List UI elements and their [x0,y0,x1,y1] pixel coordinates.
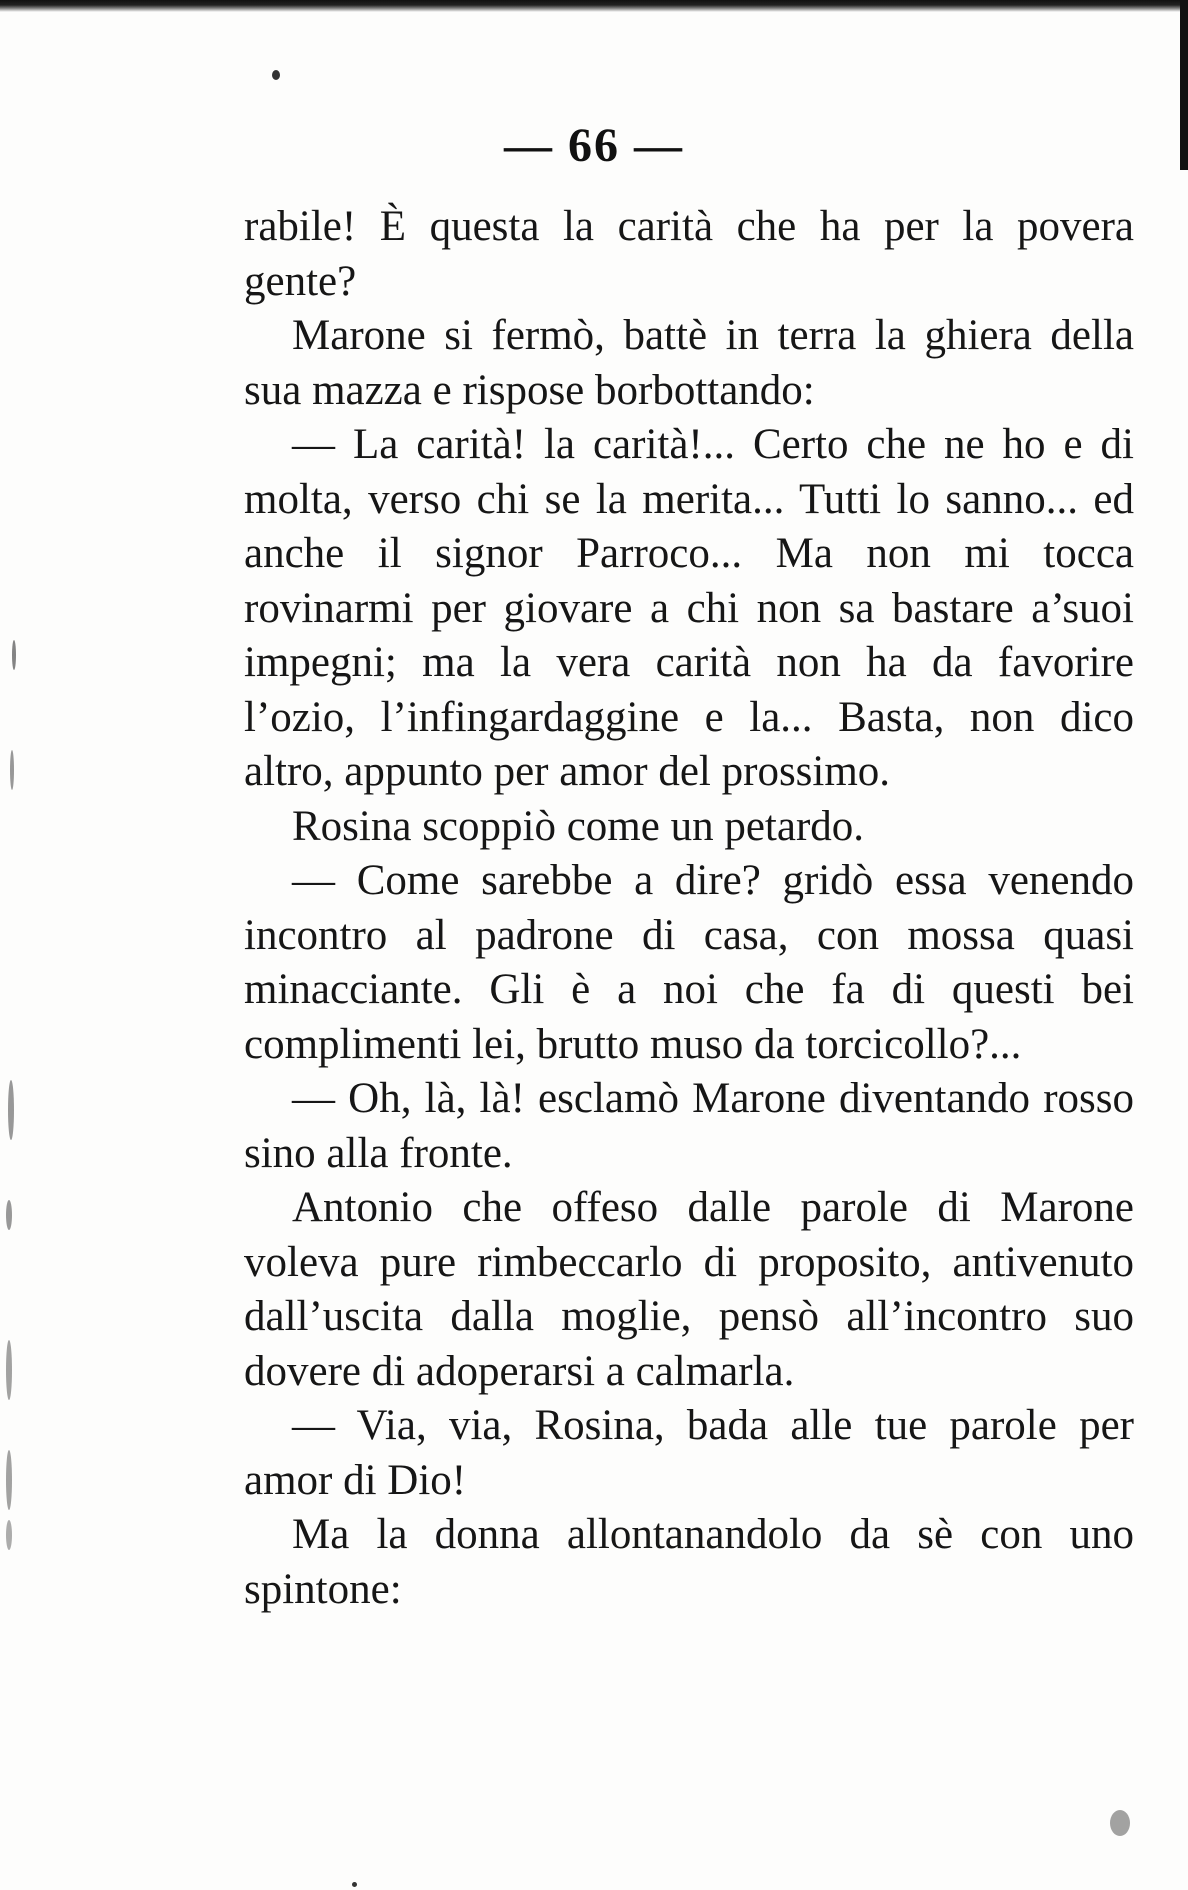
scan-speck [1110,1810,1130,1836]
paragraph: — Oh, là, là! esclamò Marone diventando rosso sino alla fronte. [244,1075,1134,1177]
paragraph: Rosina scoppiò come un petardo. [292,802,865,850]
paragraph: — Via, via, Rosina, bada alle tue parole per amor di Dio! [244,1402,1134,1504]
scan-speck [6,1450,12,1510]
paragraph: Ma la donna allontanandolo da sè con uno spintone: [244,1511,1134,1613]
paragraph: — Come sarebbe a dire? gridò essa venendo incontro al padrone di casa, con mossa quasi minacciante. Gli è a noi che fa di questi bei complimenti lei, brutto muso da torcicollo?... [244,857,1134,1068]
paragraph: Antonio che offeso dalle parole di Marone voleva pure rimbeccarlo di proposito, antivenuto dall’uscita dalla moglie, pensò all’incontro suo dovere di adoperarsi a calmarla. [244,1184,1134,1395]
scan-speck [6,1200,12,1230]
scan-speck [272,70,280,80]
scan-speck [8,1080,14,1140]
paragraph: Marone si fermò, battè in terra la ghiera della sua mazza e rispose borbottando: [244,312,1134,414]
page-number: — 66 — [504,119,684,172]
paragraph: rabile! È questa la carità che ha per la povera gente? [244,203,1134,305]
scan-top-edge [0,0,1188,12]
scan-speck [6,1520,12,1550]
scan-speck [352,1882,357,1887]
scan-speck [12,640,16,670]
paragraph: — La carità! la carità!... Certo che ne ho e di molta, verso chi se la merita... Tutti lo sanno... ed anche il signor Parroco... Ma non mi tocca rovinarmi per giovare a chi non sa bastare a’suoi impegni; ma la vera carità non ha da favorire l’ozio, l’infingardaggine e la... Basta, non dico altro, appunto per amor del prossimo. [244,421,1134,795]
body-text [244,200,1134,1617]
scan-speck [6,1340,12,1400]
scan-speck [10,750,14,790]
